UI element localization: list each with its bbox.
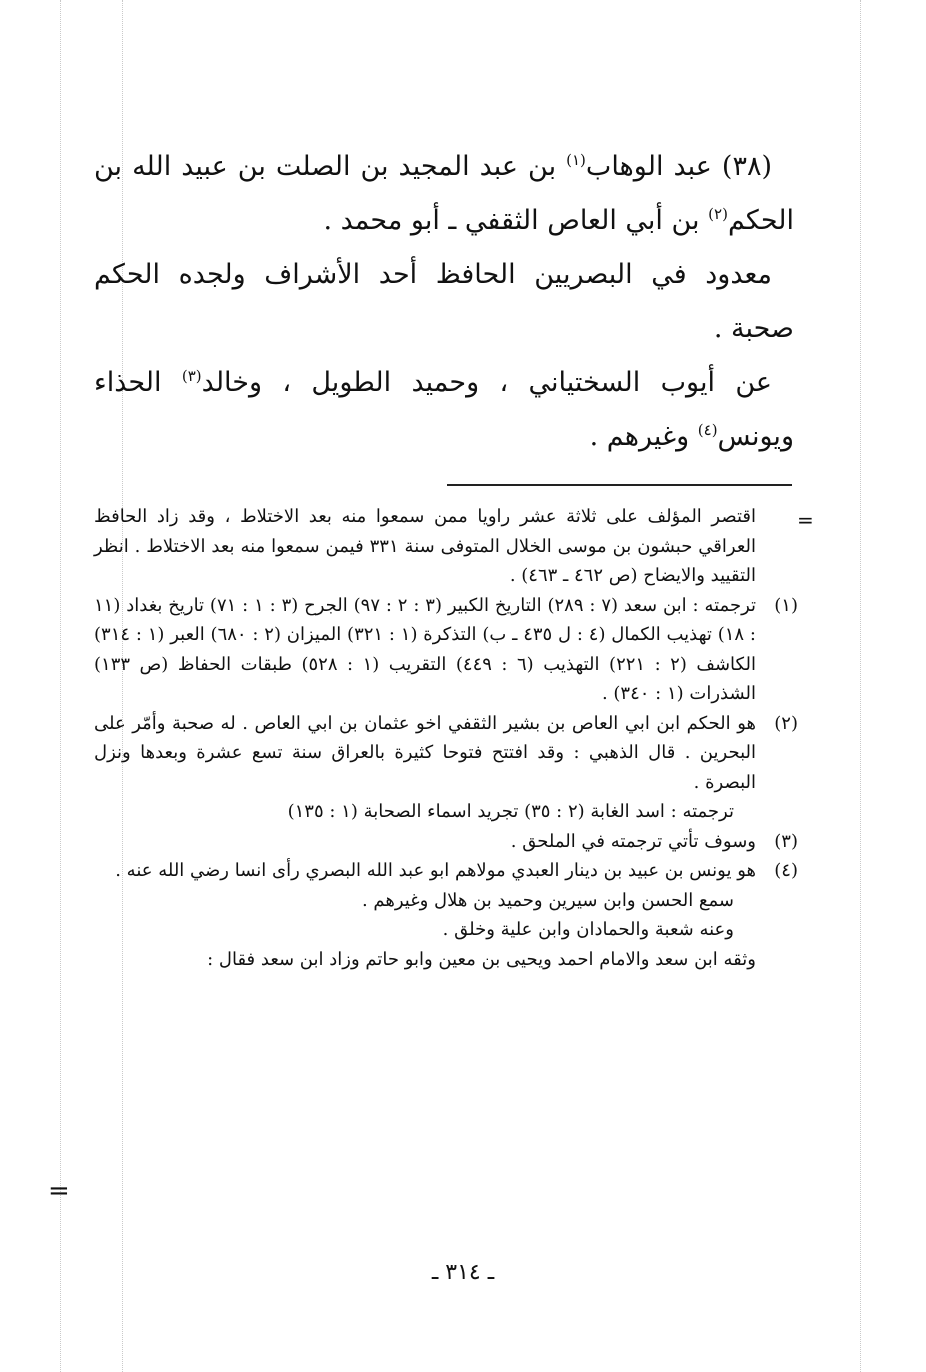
footnote-number: (١)	[774, 594, 798, 616]
footnote-ref-2: (٢)	[708, 205, 728, 223]
continues-to-mark: =	[48, 1176, 70, 1206]
guide-line	[60, 0, 61, 1372]
footnote-number: (٤)	[774, 860, 798, 881]
narrators-part-c: وغيرهم .	[589, 421, 690, 452]
footnote-4-teachers: سمع الحسن وابن سيرين وحميد بن هلال وغيرهم .	[361, 889, 734, 911]
narrators-part-b: الحذاء ويونس	[94, 367, 794, 452]
entry-lead: (٣٨) عبد الوهاب	[585, 151, 772, 182]
footnotes	[94, 502, 798, 974]
entry-narrators-paragraph	[94, 356, 794, 464]
footnote-2	[94, 709, 798, 798]
footnote-4-grading: وثقه ابن سعد والامام احمد ويحيى بن معين وابو حاتم وزاد ابن سعد فقال :	[207, 948, 756, 970]
footnote-continuation: اقتصر المؤلف على ثلاثة عشر راويا ممن سمعوا منه بعد الاختلاط ، وقد زاد الحافظ العراقي حبشون بن موسى الخلال المتوفى سنة ٣٣١ فيمن سمعوا منه بعد الاختلاط . انظر التقييد والايضاح (ص ٤٦٢ ـ ٤٦٣) .	[94, 506, 756, 586]
guide-line	[860, 0, 861, 1372]
narrators-part-a: عن أيوب السختياني ، وحميد الطويل ، وخالد	[201, 367, 772, 398]
continued-from-mark: =	[797, 508, 814, 532]
footnote-ref-3: (٣)	[181, 367, 202, 385]
footnote-4	[94, 856, 798, 886]
footnote-4-students: وعنه شعبة والحمادان وابن علية وخلق .	[442, 919, 734, 940]
main-entry	[94, 140, 794, 464]
entry-lineage: بن عبد المجيد بن الصلت بن عبيد الله بن الحكم	[94, 151, 794, 236]
footnote-2-references: ترجمته : اسد الغابة (٢ : ٣٥) تجريد اسماء الصحابة (١ : ١٣٥)	[287, 801, 734, 822]
footnote-ref-1: (١)	[566, 151, 586, 169]
footnote-3	[94, 827, 798, 857]
entry-lineage-end: بن أبي العاص الثقفي ـ أبو محمد .	[323, 205, 700, 236]
entry-heading-paragraph	[94, 140, 794, 248]
footnote-1	[94, 591, 798, 709]
footnote-number: (٣)	[774, 830, 798, 852]
footnote-separator	[447, 484, 792, 486]
footnote-text: هو الحكم ابن ابي العاص بن بشير الثقفي اخو عثمان بن ابي العاص . له صحبة وأمّر على البحرين . قال الذهبي : وقد افتتح فتوحا كثيرة بالعراق سنة تسع عشرة وبعدها ونزل البصرة .	[94, 712, 756, 793]
entry-description: معدود في البصريين الحافظ أحد الأشراف ولجده الحكم صحبة .	[94, 259, 794, 344]
footnote-text: وسوف تأتي ترجمته في الملحق .	[510, 830, 756, 852]
page-number: ـ ٣١٤ ـ	[431, 1260, 495, 1285]
footnote-text: ترجمته : ابن سعد (٧ : ٢٨٩) التاريخ الكبير (٣ : ٢ : ٩٧) الجرح (٣ : ١ : ٧١) تاريخ بغداد (١١ : ١٨) تهذيب الكمال (٤ : ل ٤٣٥ ـ ب) التذكرة (١ : ٣٢١) الميزان (٢ : ٦٨٠) العبر (١ : ٣١٤) الكاشف (٢ : ٢٢١) التهذيب (٦ : ٤٤٩) التقريب (١ : ٥٢٨) طبقات الحفاظ (ص ١٣٣) الشذرات (١ : ٣٤٠) .	[94, 594, 757, 704]
footnote-text: هو يونس بن عبيد بن دينار العبدي مولاهم ابو عبد الله البصري رأى انسا رضي الله عنه .	[115, 860, 756, 881]
footnote-ref-4: (٤)	[697, 421, 718, 439]
footnote-number: (٢)	[774, 712, 798, 734]
